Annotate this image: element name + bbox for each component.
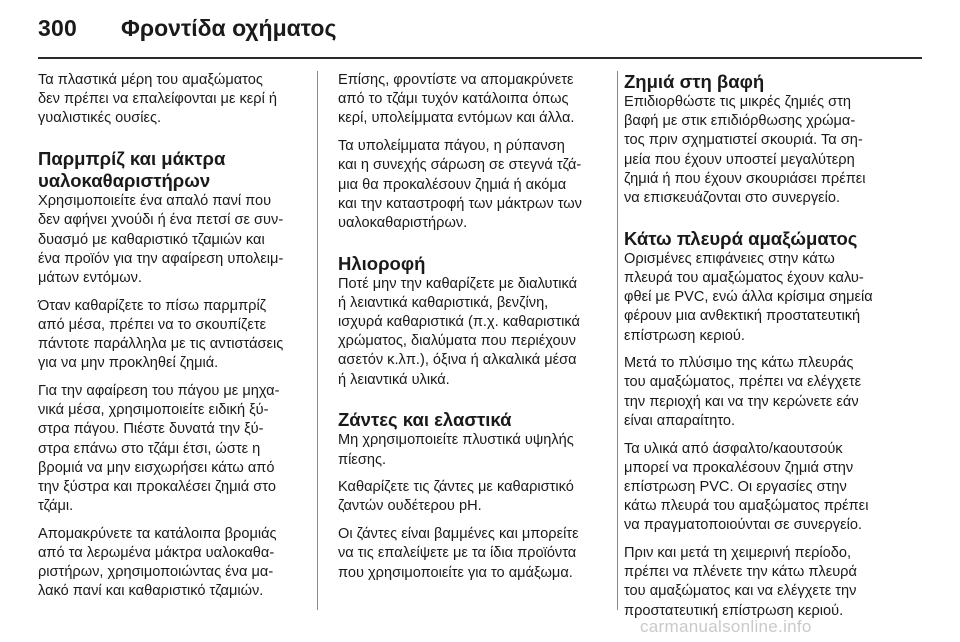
paragraph: Όταν καθαρίζετε το πίσω παρμπρίζ από μέσα, πρέπει να το σκουπίζετε πάντοτε παράλληλα με τις αντιστάσεις για να μην προκληθεί ζημιά.: [38, 297, 284, 372]
page-header: [0, 0, 960, 60]
paragraph: Πριν και μετά τη χειμερινή περίοδο, πρέπει να πλένετε την κάτω πλευρά του αμαξώματος και να ελέγχετε την προστατευτική επίστρωση κεριού.: [624, 545, 857, 619]
header-rule: [38, 57, 922, 59]
page-title: Φροντίδα οχήματος: [121, 15, 337, 41]
paragraph: Μη χρησιμοποιείτε πλυστικά υψηλής πίεσης.: [338, 432, 574, 468]
section-heading: Ζάντες και ελαστικά: [338, 409, 512, 431]
paragraph: Ορισμένες επιφάνειες στην κάτω πλευρά του αμαξώματος έχουν καλυ- φθεί με PVC, ενώ άλλα κρίσιμα σημεία φέρουν μια ανθεκτική προστατευτική επίστρωση κεριού.: [624, 250, 873, 344]
paragraph: Για την αφαίρεση του πάγου με μηχα- νικά μέσα, χρησιμοποιείτε ειδική ξύ- στρα πάγου. Πιέστε δυνατά την ξύ- στρα επάνω στο τζάμι έτσι, ώστε η βρομιά να μην εισχωρήσει κάτω από την ξύστρα και προκαλέσει ζημιά στο τζάμι.: [38, 382, 280, 515]
paragraph: Μετά το πλύσιμο της κάτω πλευράς του αμαξώματος, πρέπει να ελέγχετε την περιοχή και να την κερώνετε εάν είναι απαραίτητο.: [624, 355, 862, 429]
column-3: [624, 71, 914, 629]
paragraph: Επίσης, φροντίστε να απομακρύνετε από το τζάμι τυχόν κατάλοιπα όπως κερί, υπολείμματα εντόμων και άλλα.: [338, 72, 575, 127]
section-heading: Κάτω πλευρά αμαξώματος: [624, 227, 858, 249]
paragraph: Καθαρίζετε τις ζάντες με καθαριστικό ζαντών ουδέτερου pH.: [338, 479, 574, 515]
column-2: [338, 71, 628, 591]
paragraph: Τα υπολείμματα πάγου, η ρύπανση και η συνεχής σάρωση σε στεγνά τζά- μια θα προκαλέσουν ζημιά ή ακόμα και την καταστροφή των μάκτρων των υαλοκαθαριστήρων.: [338, 138, 582, 231]
paragraph: Ποτέ μην την καθαρίζετε με διαλυτικά ή λειαντικά καθαριστικά, βενζίνη, ισχυρά καθαριστικά (π.χ. καθαριστικά χρώματος, διαλύματα που περιέχουν ασετόν κ.λπ.), όξινα ή αλκαλικά μέσα ή λειαντικά υλικά.: [338, 275, 580, 388]
section-heading: Ηλιοροφή: [338, 252, 426, 274]
paragraph: Τα πλαστικά μέρη του αμαξώματος δεν πρέπει να επαλείφονται με κερί ή γυαλιστικές ουσίες.: [38, 72, 278, 127]
paragraph: Επιδιορθώστε τις μικρές ζημιές στη βαφή με στικ επιδιόρθωσης χρώμα- τος πριν σχηματιστεί σκουριά. Τα ση- μεία που έχουν υποστεί μεγαλύτερη ζημιά ή που έχουν σκουριάσει πρέπει να επισκευάζονται στο συνεργείο.: [624, 94, 866, 207]
paragraph: Τα υλικά από άσφαλτο/καουτσούκ μπορεί να προκαλέσουν ζημιά στην επίστρωση PVC. Οι εργασίες στην κάτω πλευρά του αμαξώματος πρέπει να πραγματοποιούνται σε συνεργείο.: [624, 440, 869, 534]
paragraph: Οι ζάντες είναι βαμμένες και μπορείτε να τις επαλείψετε με τα ίδια προϊόντα που χρησιμοποιείτε για το αμάξωμα.: [338, 526, 579, 581]
section-heading: Ζημιά στη βαφή: [624, 71, 765, 92]
paragraph: Απομακρύνετε τα κατάλοιπα βρομιάς από τα λερωμένα μάκτρα υαλοκαθα- ριστήρων, χρησιμοποιώντας ένα μα- λακό πανί και καθαριστικό τζαμιών.: [38, 525, 277, 600]
watermark: carmanualsonline.info: [640, 617, 812, 636]
paragraph: Χρησιμοποιείτε ένα απαλό πανί που δεν αφήνει χνούδι ή ένα πετσί σε συν- δυασμό με καθαριστικό τζαμιών και ένα προϊόν για την αφαίρεση υπολειμ- μάτων εντόμων.: [38, 193, 284, 286]
column-1: [38, 71, 328, 610]
section-heading: Παρμπρίζ και μάκτρα υαλοκαθαριστήρων: [38, 148, 226, 192]
page-number: 300: [38, 15, 77, 41]
